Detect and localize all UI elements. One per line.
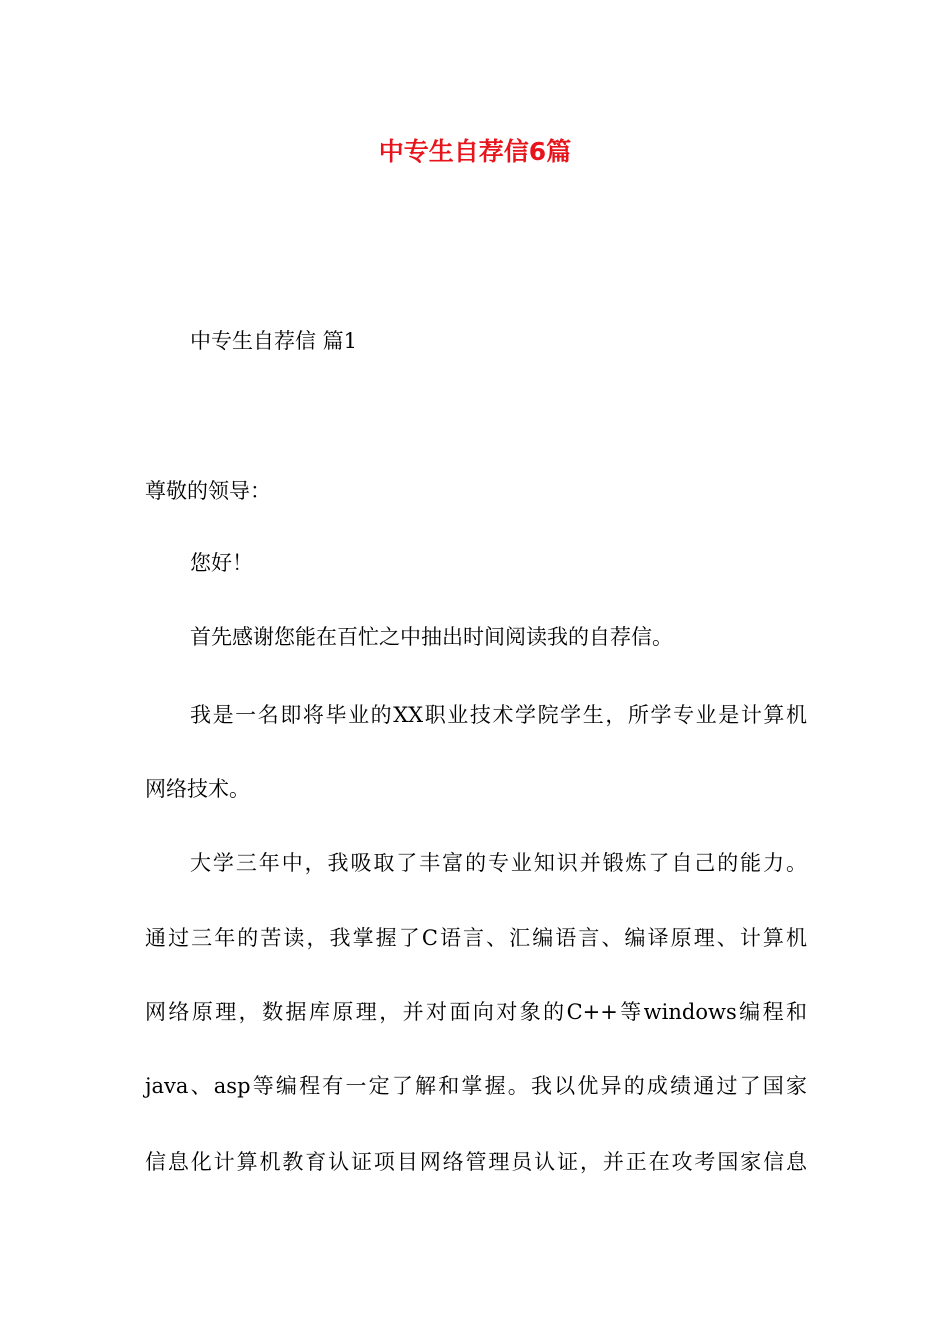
body-line: 信息化计算机教育认证项目网络管理员认证，并正在攻考国家信息 (145, 1150, 807, 1174)
body-line: 通过三年的苦读，我掌握了C语言、汇编语言、编译原理、计算机 (145, 926, 807, 950)
body-line: 我是一名即将毕业的XX职业技术学院学生，所学专业是计算机 (190, 703, 807, 727)
greeting-line: 您好！ (190, 551, 253, 575)
body-line: 大学三年中，我吸取了丰富的专业知识并锻炼了自己的能力。 (190, 851, 807, 875)
body-line: 首先感谢您能在百忙之中抽出时间阅读我的自荐信。 (190, 625, 673, 649)
document-title: 中专生自荐信6篇 (378, 137, 572, 166)
body-line: java、asp等编程有一定了解和掌握。我以优异的成绩通过了国家 (145, 1074, 807, 1098)
section-heading: 中专生自荐信 篇1 (190, 329, 358, 353)
body-line: 网络技术。 (145, 777, 250, 801)
body-line: 网络原理，数据库原理，并对面向对象的C++等windows编程和 (145, 1000, 807, 1024)
salutation-line: 尊敬的领导： (145, 479, 271, 503)
